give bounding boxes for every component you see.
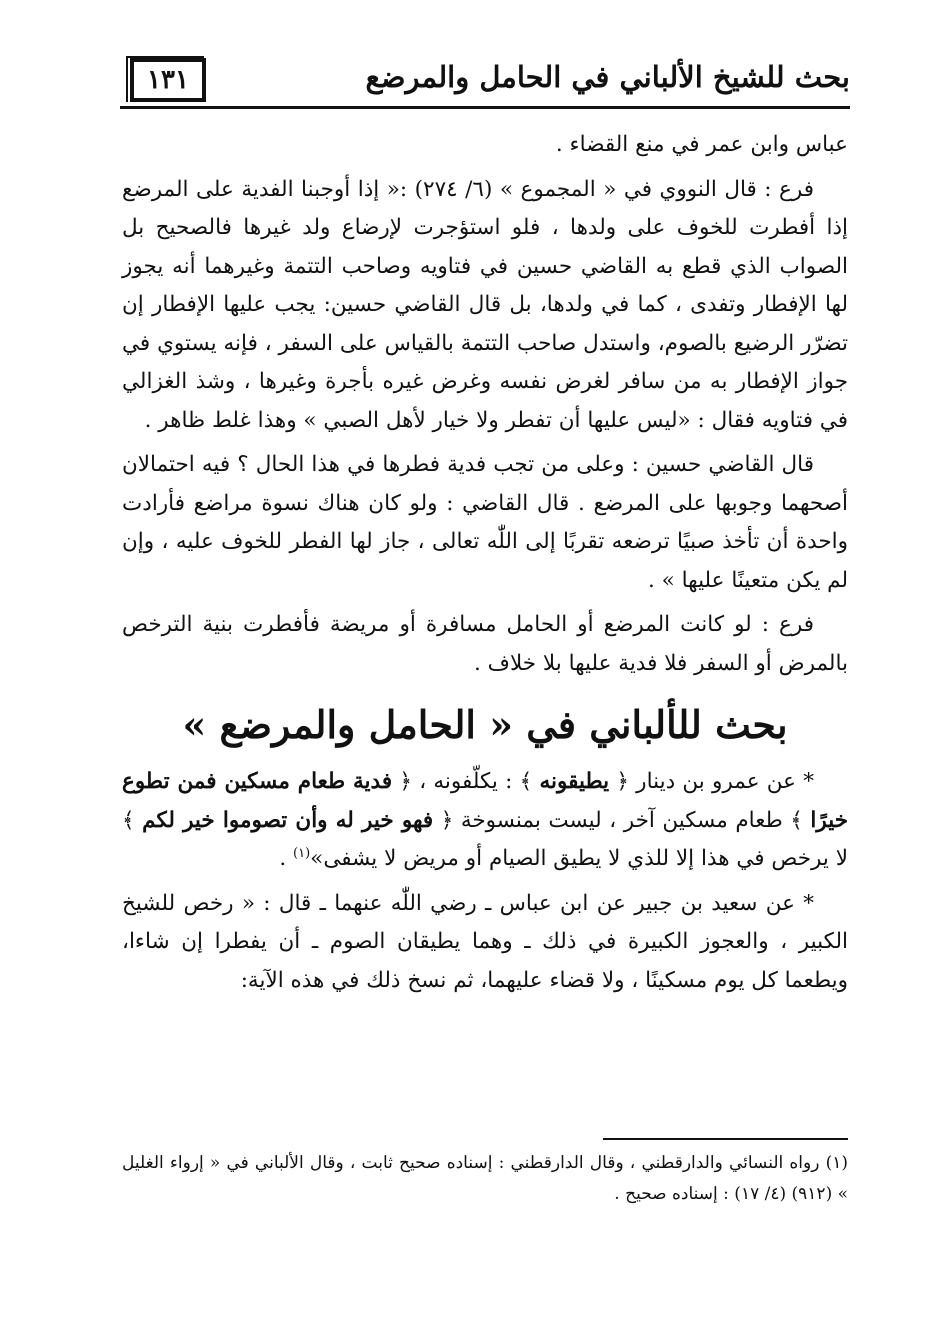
page-header	[120, 48, 850, 112]
footnote-separator	[603, 1138, 848, 1140]
text-run: ﴾ لا يرخص في هذا إلا للذي لا يطيق الصيام أو مريض لا يشفى»	[122, 807, 848, 871]
paragraph-said-ibn-jubayr: * عن سعيد بن جبير عن ابن عباس ـ رضي اللّٰه عنهما ـ قال : « رخص للشيخ الكبير ، والعجوز الكبيرة في ذلك ـ وهما يطيقان الصوم ـ أن يفطرا إن شاءا، ويطعما كل يوم مسكينًا ، ولا قضاء عليهما، ثم نسخ ذلك في هذه الآية:	[122, 890, 848, 993]
page-body	[122, 126, 848, 1006]
text-run: * عن عمرو بن دينار ﴿	[609, 769, 814, 794]
paragraph-continuation: عباس وابن عمر في منع القضاء .	[555, 132, 848, 157]
quran-quote: فدية طعام مسكين فمن تطوع خيرًا	[122, 769, 849, 833]
quran-quote: يطيقونه	[539, 769, 610, 794]
paragraph-qadi-husayn: قال القاضي حسين : وعلى من تجب فدية فطرها في هذا الحال ؟ فيه احتمالان أصحهما وجوبها على المرضع . قال القاضي : ولو كان هناك نسوة مراضع فأرادت واحدة أن تأخذ صبيًا ترضعه تقربًا إلى اللّٰه تعالى ، جاز لها الفطر للخوف عليه ، وإن لم يكن متعينًا عليها » .	[122, 452, 848, 593]
running-title: بحث للشيخ الألباني في الحامل والمرضع	[365, 60, 850, 94]
text-run: .	[279, 846, 294, 871]
paragraph-amr-ibn-dinar	[122, 763, 848, 879]
footnote-1: (١) رواه النسائي والدارقطني ، وقال الدارقطني : إسناده صحيح ثابت ، وقال الألباني في « إرواء الغليل » (٩١٢) (٤/ ١٧) : إسناده صحيح .	[122, 1153, 848, 1204]
section-heading: بحث للألباني في « الحامل والمرضع »	[182, 702, 788, 747]
paragraph-nawawi-branch: فرع : قال النووي في « المجموع » (٦/ ٢٧٤) :« إذا أوجبنا الفدية على المرضع إذا أفطرت للخوف على ولدها ، فلو استؤجرت لإرضاع ولد غيرها فالصحيح بل الصواب الذي قطع به القاضي حسين في فتاويه وصاحب التتمة وغيرهما أنه يجوز لها الإفطار وتفدى ، كما في ولدها، بل قال القاضي حسين: يجب عليها الإفطار إن تضرّر الرضيع بالصوم، واستدل صاحب التتمة بالقياس على السفر ، فإنه يستوي في جواز الإفطار به من سافر لغرض نفسه وغرض غيره بأجرة وغيرها ، وشذ الغزالي في فتاويه فقال : «ليس عليها أن تفطر ولا خيار لأهل الصبي » وهذا غلط ظاهر .	[122, 176, 848, 433]
paragraph-traveler-branch: فرع : لو كانت المرضع أو الحامل مسافرة أو مريضة فأفطرت بنية الترخص بالمرض أو السفر فلا فدية عليها بلا خلاف .	[122, 612, 848, 676]
text-run: ﴾ طعام مسكين آخر ، ليست بمنسوخة ﴿	[433, 807, 811, 833]
footnote-reference: (١)	[293, 845, 311, 861]
text-run: ﴾ : يكلّفونه ، ﴿	[392, 769, 540, 794]
page-number: ١٣١	[130, 58, 206, 102]
footnotes	[122, 1148, 848, 1216]
header-rule	[120, 106, 850, 109]
quran-quote: فهو خير له وأن تصوموا خير لكم	[142, 807, 434, 833]
